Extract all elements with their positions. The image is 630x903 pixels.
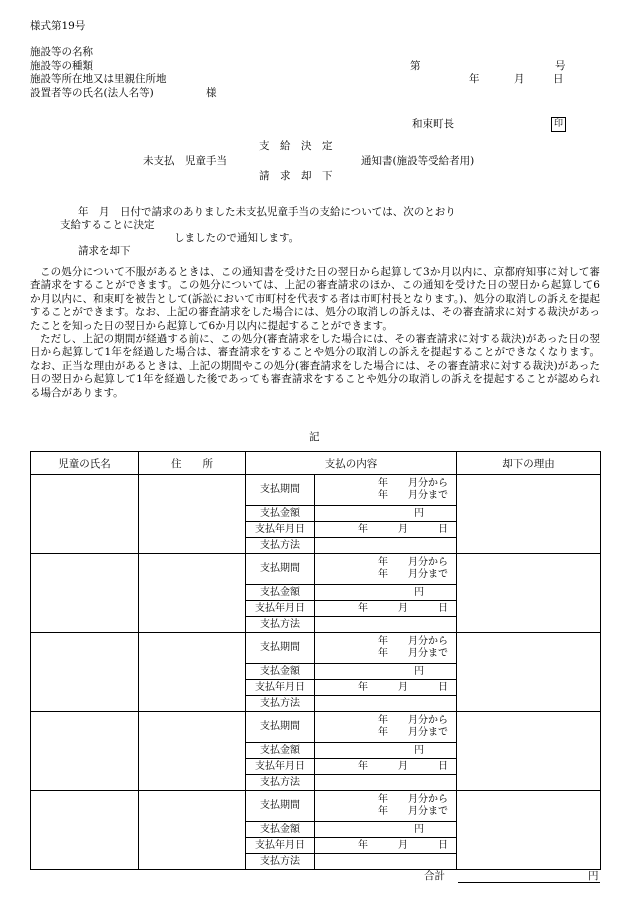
period-from: 年 月分から (378, 636, 448, 647)
total-underline[interactable] (458, 882, 600, 883)
period-label: 支払期間 (246, 791, 315, 822)
title-right: 通知書(施設等受給者用) (361, 155, 475, 167)
amount-unit: 円 (315, 822, 457, 838)
amount-label: 支払金額 (246, 743, 315, 759)
method-label: 支払方法 (246, 617, 315, 633)
paydate-label: 支払年月日 (246, 601, 315, 617)
child-name-cell[interactable] (31, 475, 139, 554)
child-name-cell[interactable] (31, 554, 139, 633)
date-year: 年 (469, 73, 480, 85)
child-name-cell[interactable] (31, 712, 139, 791)
method-label: 支払方法 (246, 775, 315, 791)
table-row (31, 554, 601, 633)
header-rejection-reason: 却下の理由 (457, 452, 601, 475)
paydate-value: 年 月 日 (315, 680, 457, 696)
paydate-value: 年 月 日 (315, 522, 457, 538)
date-month: 月 (514, 73, 525, 85)
paydate-value: 年 月 日 (315, 838, 457, 854)
payment-content-cell (246, 475, 457, 554)
total-unit: 円 (588, 870, 599, 882)
title-left: 未支払 児童手当 (143, 155, 227, 167)
child-name-cell[interactable] (31, 633, 139, 712)
address-cell[interactable] (139, 633, 246, 712)
body-option-grant: 支給することに決定 (60, 219, 155, 231)
header-child-name: 児童の氏名 (31, 452, 139, 475)
child-name-cell[interactable] (31, 791, 139, 870)
title-decision-top: 支 給 決 定 (259, 140, 333, 152)
address-cell[interactable] (139, 712, 246, 791)
method-label: 支払方法 (246, 854, 315, 870)
address-cell[interactable] (139, 554, 246, 633)
notice-paragraph-2: ただし、上記の期間が経過する前に、この処分(審査請求をした場合には、その審査請求に対する裁決)があった日の翌日から起算して1年を経過した場合は、審査請求をすることや処分の取消しの訴えを提起することができなくなります。なお、正当な理由があるときは、上記の期間やこの処分(審査請求をした場合には、その審査請求に対する裁決)があった日の翌日から起算して1年を経過した後であっても審査請求をすることや処分の取消しの訴えを提起することが認められる場合があります。 (30, 333, 600, 399)
honorific: 様 (206, 87, 217, 99)
date-day: 日 (553, 73, 564, 85)
total-label: 合計 (424, 870, 445, 882)
paydate-label: 支払年月日 (246, 522, 315, 538)
header-payment-content: 支払の内容 (246, 452, 457, 475)
table-header-row (31, 452, 601, 475)
period-to: 年 月分まで (378, 648, 448, 659)
payment-content-cell (246, 712, 457, 791)
period-label: 支払期間 (246, 633, 315, 664)
table-row (31, 475, 601, 554)
paydate-label: 支払年月日 (246, 838, 315, 854)
address-cell[interactable] (139, 791, 246, 870)
amount-label: 支払金額 (246, 585, 315, 601)
amount-label: 支払金額 (246, 822, 315, 838)
facility-type-label: 施設等の種類 (30, 60, 93, 72)
title-decision-bottom: 請 求 却 下 (259, 170, 333, 182)
paydate-value: 年 月 日 (315, 759, 457, 775)
table-row (31, 712, 601, 791)
body-line-notify: しましたので通知します。 (174, 232, 300, 244)
issuer-name: 和束町長 (412, 118, 454, 130)
rejection-reason-cell[interactable] (457, 554, 601, 633)
period-from: 年 月分から (378, 715, 448, 726)
period-from: 年 月分から (378, 794, 448, 805)
period-to: 年 月分まで (378, 727, 448, 738)
amount-unit: 円 (315, 743, 457, 759)
paydate-label: 支払年月日 (246, 680, 315, 696)
table-row (31, 791, 601, 870)
payment-table (30, 451, 601, 870)
method-value[interactable] (315, 538, 457, 554)
table-row (31, 633, 601, 712)
facility-address-label: 施設等所在地又は里親住所地 (30, 73, 167, 85)
amount-unit: 円 (315, 585, 457, 601)
payment-content-cell (246, 633, 457, 712)
rejection-reason-cell[interactable] (457, 475, 601, 554)
method-label: 支払方法 (246, 538, 315, 554)
method-value[interactable] (315, 696, 457, 712)
method-value[interactable] (315, 617, 457, 633)
rejection-reason-cell[interactable] (457, 712, 601, 791)
period-to: 年 月分まで (378, 490, 448, 501)
paydate-label: 支払年月日 (246, 759, 315, 775)
doc-number-suffix: 号 (555, 60, 566, 72)
payment-content-cell (246, 554, 457, 633)
paydate-value: 年 月 日 (315, 601, 457, 617)
period-label: 支払期間 (246, 712, 315, 743)
method-value[interactable] (315, 775, 457, 791)
amount-unit: 円 (315, 664, 457, 680)
notice-block (30, 266, 600, 400)
rejection-reason-cell[interactable] (457, 791, 601, 870)
notice-paragraph-1: この処分について不服があるときは、この通知書を受けた日の翌日から起算して3か月以内に、京都府知事に対して審査請求をすることができます。この処分については、上記の審査請求のほか、この通知を受けた日の翌日から起算して6か月以内に、和束町を被告として(訴訟において市町村を代表する者は市町村長となります。)、処分の取消しの訴えを提起することができます。なお、上記の審査請求をした場合には、処分の取消しの訴えは、その審査請求に対する裁決があったことを知った日の翌日から起算して6か月以内に提起することができます。 (30, 266, 600, 332)
founder-name-label: 設置者等の氏名(法人名等) (30, 87, 154, 99)
amount-label: 支払金額 (246, 664, 315, 680)
doc-number-prefix: 第 (410, 60, 421, 72)
method-value[interactable] (315, 854, 457, 870)
body-option-reject: 請求を却下 (78, 245, 131, 257)
amount-unit: 円 (315, 506, 457, 522)
period-label: 支払期間 (246, 554, 315, 585)
period-to: 年 月分まで (378, 569, 448, 580)
amount-label: 支払金額 (246, 506, 315, 522)
payment-content-cell (246, 791, 457, 870)
period-from: 年 月分から (378, 557, 448, 568)
rejection-reason-cell[interactable] (457, 633, 601, 712)
period-from: 年 月分から (378, 478, 448, 489)
body-line1: 年 月 日付で請求のありました未支払児童手当の支給については、次のとおり (78, 206, 456, 218)
address-cell[interactable] (139, 475, 246, 554)
facility-name-label: 施設等の名称 (30, 46, 93, 58)
form-number: 様式第19号 (30, 20, 86, 32)
seal-stamp: 印 (551, 117, 566, 132)
period-to: 年 月分まで (378, 806, 448, 817)
period-label: 支払期間 (246, 475, 315, 506)
method-label: 支払方法 (246, 696, 315, 712)
ki-heading: 記 (309, 431, 320, 443)
header-address: 住 所 (139, 452, 246, 475)
